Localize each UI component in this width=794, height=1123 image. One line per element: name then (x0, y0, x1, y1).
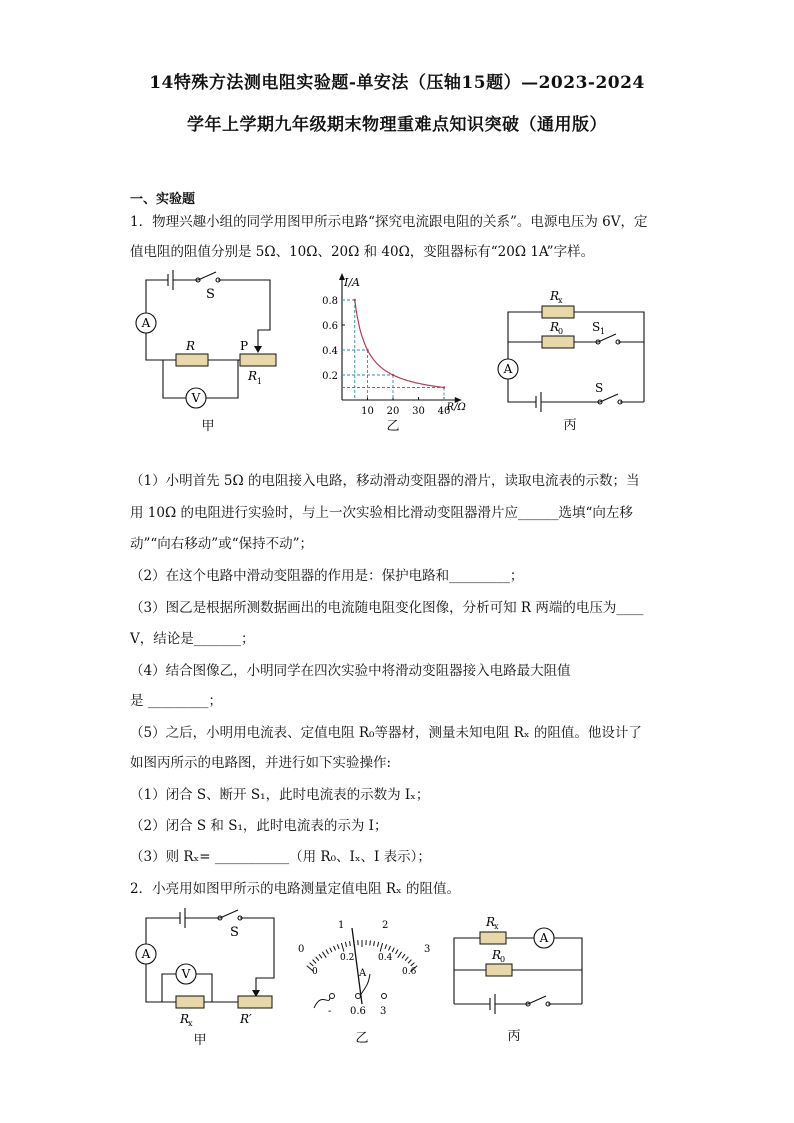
svg-text:0.4: 0.4 (378, 953, 393, 963)
svg-text:丙: 丙 (563, 418, 577, 432)
y-tick-label: 0.8 (322, 296, 338, 307)
dial-tick (337, 944, 339, 949)
dial-tick (322, 952, 326, 958)
resistor-r-icon (176, 354, 208, 366)
q1-part3-line1: （3）图乙是根据所测数据画出的电流随电阻变化图像，分析可知 R 两端的电压为____ (130, 600, 644, 616)
svg-text:3: 3 (380, 1006, 387, 1017)
dial-tick (319, 954, 322, 958)
x-tick-label: 40 (437, 406, 451, 417)
q1-stem-line2: 值电阻的阻值分别是 5Ω、10Ω、20Ω 和 40Ω，变阻器标有“20Ω 1A”字样。 (130, 244, 595, 260)
fig2-circuit-jia (128, 906, 288, 1052)
svg-text:A: A (141, 316, 151, 330)
svg-text:0.2: 0.2 (340, 953, 355, 963)
q1-part4-line2: 是 _________； (130, 693, 223, 709)
dial-tick (408, 960, 411, 964)
svg-text:S: S (592, 320, 601, 334)
y-axis-label: I/A (344, 276, 360, 289)
fig2-circuit-bing (442, 912, 602, 1044)
dial-tick (405, 957, 408, 961)
svg-text:0: 0 (298, 944, 305, 955)
svg-text:x: x (494, 922, 499, 931)
dial-tick (392, 948, 394, 952)
resistor-rx-icon (480, 932, 506, 944)
svg-text:0.6: 0.6 (402, 967, 417, 977)
svg-text:S: S (206, 287, 215, 302)
resistor-rx-icon (542, 306, 574, 318)
dial-tick (396, 950, 399, 954)
x-tick-label: 10 (361, 406, 374, 417)
svg-text:0: 0 (312, 967, 318, 977)
dial-tick (326, 950, 329, 954)
q1-part2: （2）在这个电路中滑动变阻器的作用是：保护电路和_________； (130, 568, 524, 584)
q1-step3: （3）则 Rₓ= ___________（用 R₀、Iₓ、I 表示）； (130, 849, 431, 865)
dial-tick (313, 960, 316, 964)
svg-text:R: R (186, 339, 196, 353)
fig2-ammeter-dial-yi (290, 912, 440, 1044)
svg-text:A: A (503, 362, 513, 376)
document-title-line2: 学年上学期九年级期末物理重难点知识突破（通用版） (187, 115, 607, 135)
fig1-chart-yi (308, 270, 478, 436)
data-point (443, 386, 445, 388)
svg-text:R: R (550, 320, 560, 334)
x-tick-label: 20 (386, 406, 400, 417)
data-point (354, 299, 356, 301)
q1-step2: （2）闭合 S 和 S₁，此时电流表的示为 I； (130, 818, 388, 834)
dial-tick (341, 943, 344, 952)
svg-text:x: x (558, 296, 563, 305)
dial-tick (350, 941, 351, 946)
dial-tick (345, 942, 346, 947)
svg-text:1: 1 (600, 327, 606, 336)
dial-tick (389, 946, 391, 951)
figure-caption: 乙 (386, 419, 400, 434)
svg-text:P: P (240, 339, 249, 353)
svg-text:x: x (188, 1019, 193, 1028)
dial-tick (398, 952, 402, 958)
svg-text:乙: 乙 (355, 1031, 369, 1044)
y-tick-label: 0.6 (322, 321, 338, 332)
svg-text:R: R (486, 915, 496, 929)
dial-tick (330, 948, 332, 952)
svg-text:甲: 甲 (201, 419, 215, 434)
data-point (366, 349, 368, 351)
q1-part4-line1: （4）结合图像乙，小明同学在四次实验中将滑动变阻器接入电路最大阻值 (130, 663, 571, 679)
svg-text:R: R (550, 289, 560, 303)
q1-part3-line2: V，结论是_______； (130, 631, 255, 647)
dial-tick (370, 941, 371, 946)
dial-tick (402, 954, 405, 958)
svg-text:R: R (180, 1012, 190, 1026)
svg-text:S: S (230, 925, 239, 940)
dial-tick (374, 941, 375, 946)
q1-stem-line1: 1．物理兴趣小组的同学用图甲所示电路“探究电流跟电阻的关系”。电源电压为 6V，定 (130, 214, 648, 230)
dial-pointer (352, 928, 362, 1004)
svg-text:R: R (248, 369, 258, 383)
q1-part5-line1: （5）之后，小明用电流表、定值电阻 R₀等器材，测量未知电阻 Rₓ 的阻值。他设计了 (130, 725, 642, 741)
dial-tick (411, 963, 415, 966)
q1-part1-line1: （1）小明首先 5Ω 的电阻接入电路，移动滑动变阻器的滑片，读取电流表的示数；当 (130, 473, 640, 489)
svg-text:R′: R′ (240, 1012, 252, 1026)
svg-text:丙: 丙 (507, 1029, 521, 1044)
svg-text:1: 1 (257, 377, 263, 386)
svg-text:A: A (359, 968, 367, 979)
x-axis-label: R/Ω (446, 402, 466, 413)
q1-part1-line3: 动”“向右移动”或“保持不动”； (130, 536, 314, 552)
section-heading: 一、实验题 (130, 192, 196, 207)
svg-text:1: 1 (338, 920, 345, 931)
y-tick-label: 0.4 (322, 346, 338, 357)
dial-tick (380, 943, 383, 952)
q2-stem: 2．小亮用如图甲所示的电路测量定值电阻 Rₓ 的阻值。 (130, 881, 461, 897)
resistor-r0-icon (486, 964, 512, 976)
q1-step1: （1）闭合 S、断开 S₁，此时电流表的示数为 Iₓ； (130, 787, 430, 803)
q1-part5-line2: 如图丙所示的电路图，并进行如下实验操作: (130, 755, 392, 771)
dial-tick (316, 957, 319, 961)
svg-text:V: V (181, 967, 191, 981)
rheostat-icon (238, 996, 272, 1008)
x-tick-label: 30 (412, 406, 425, 417)
svg-text:0.6: 0.6 (350, 1006, 366, 1017)
svg-text:0: 0 (558, 327, 564, 336)
dial-tick (385, 944, 387, 949)
svg-text:0: 0 (500, 955, 506, 964)
series-line (355, 300, 444, 388)
fig1-circuit-jia (128, 268, 288, 436)
svg-text:A: A (141, 947, 151, 961)
q1-part1-line2: 用 10Ω 的电阻进行实验时，与上一次实验相比滑动变阻器滑片应______选填“向左移 (130, 505, 633, 521)
y-tick-label: 0.2 (322, 371, 338, 382)
svg-text:S: S (595, 381, 604, 395)
rheostat-icon (240, 354, 276, 366)
svg-text:3: 3 (424, 944, 431, 955)
dial-tick (378, 942, 379, 947)
svg-text:R: R (492, 948, 502, 962)
resistor-rx-icon (176, 996, 204, 1008)
document-title-line1: 14特殊方法测电阻实验题-单安法（压轴15题）—2023-2024 (149, 73, 645, 93)
svg-text:甲: 甲 (193, 1033, 207, 1048)
svg-text:-: - (328, 1006, 332, 1017)
fig1-circuit-bing (492, 282, 662, 432)
dial-tick (334, 946, 336, 951)
dial-tick (310, 963, 314, 966)
data-point (392, 374, 394, 376)
resistor-r0-icon (542, 336, 574, 348)
svg-text:A: A (539, 931, 549, 945)
svg-text:V: V (191, 391, 201, 405)
svg-text:2: 2 (382, 920, 389, 931)
